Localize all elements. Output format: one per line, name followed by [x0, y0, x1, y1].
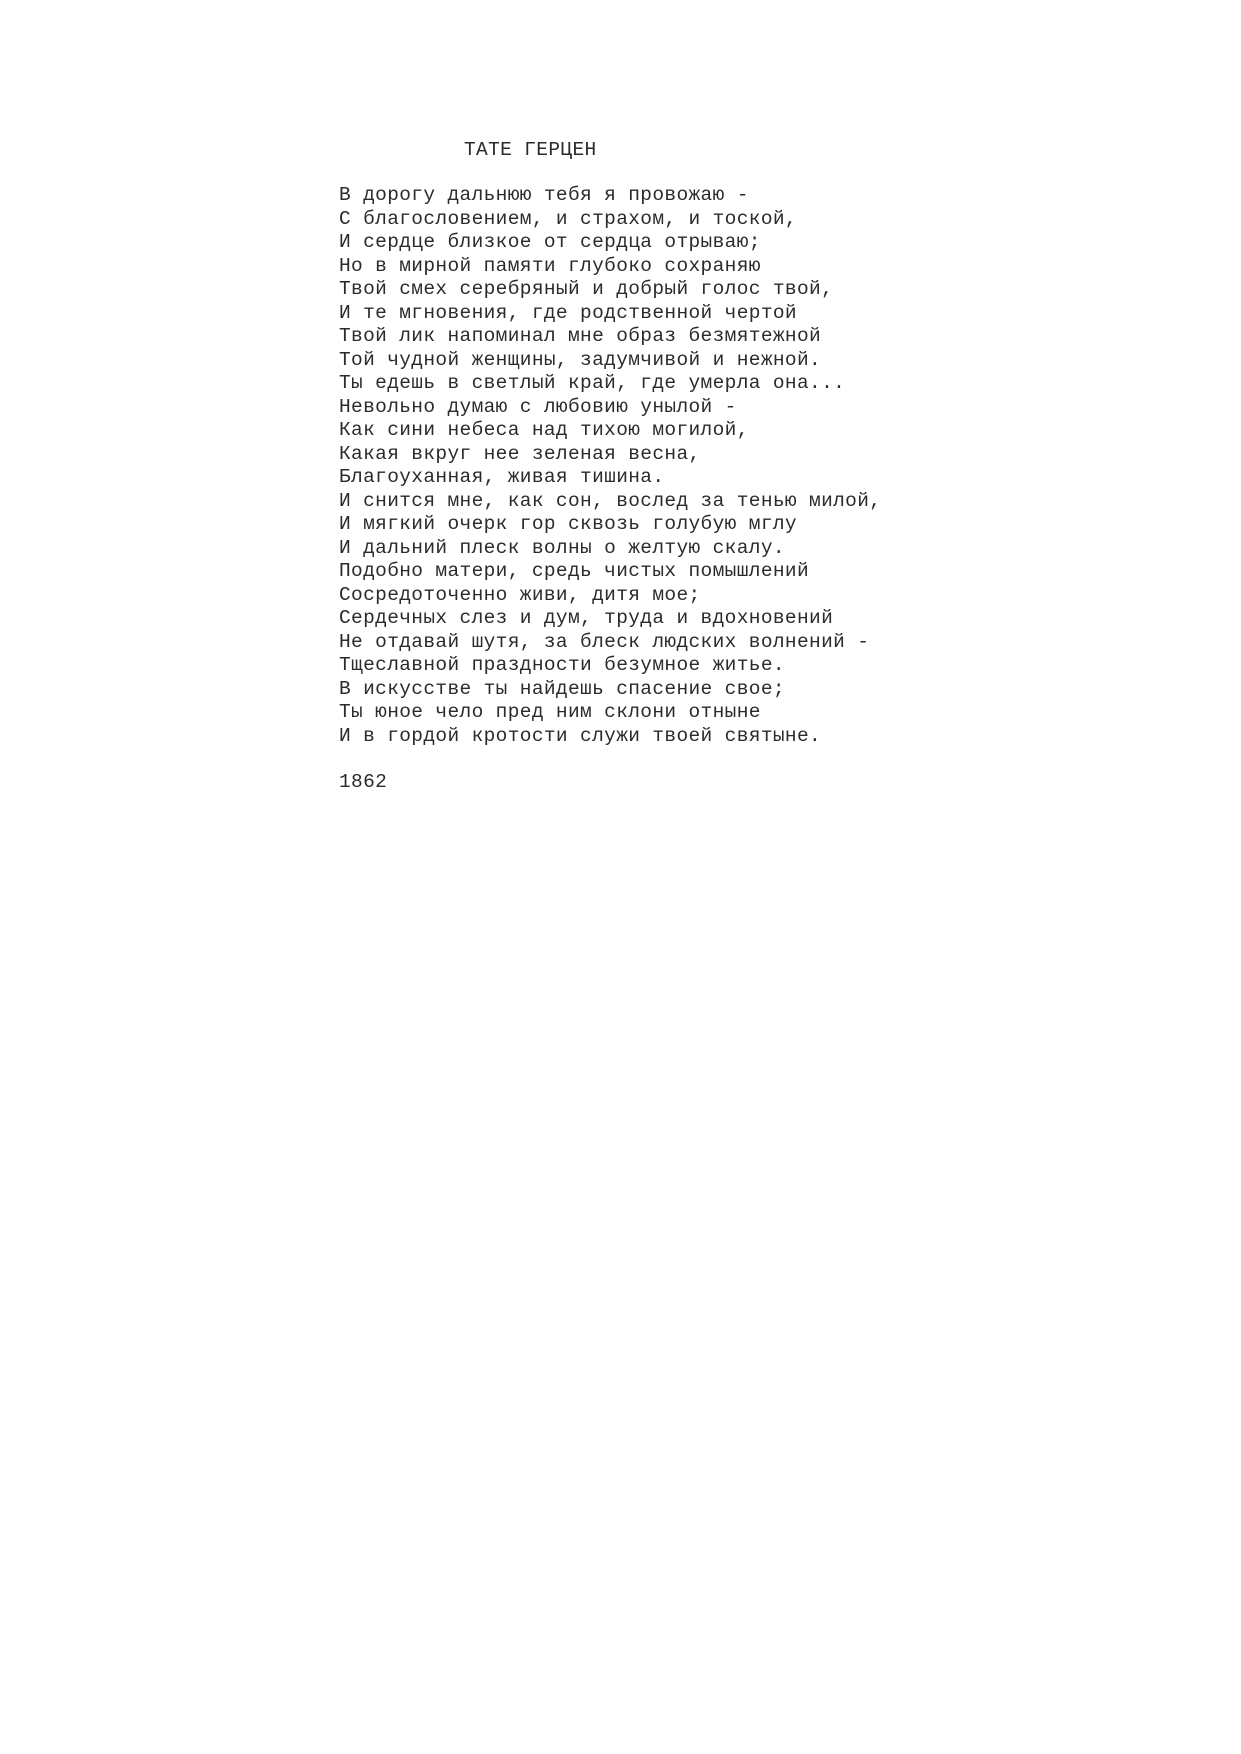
poem-line: Но в мирной памяти глубоко сохраняю — [339, 254, 761, 277]
poem-line: В дорогу дальнюю тебя я провожаю - — [339, 184, 749, 206]
poem-lines — [339, 184, 1219, 748]
poem-year: 1862 — [339, 771, 388, 793]
poem-line: И сердце близкое от сердца отрываю; — [339, 231, 761, 253]
poem-title: ТАТЕ ГЕРЦЕН — [464, 139, 597, 161]
poem-line: Подобно матери, средь чистых помышлений — [339, 560, 810, 582]
poem-line: Невольно думаю с любовию унылой - — [339, 395, 737, 418]
poem-line: Благоуханная, живая тишина. — [339, 466, 665, 488]
poem-line: И снится мне, как сон, вослед за тенью милой, — [339, 489, 882, 512]
poem-line: И в гордой кротости служи твоей святыне. — [339, 724, 822, 747]
poem-line: Ты едешь в светлый край, где умерла она... — [339, 372, 846, 394]
poem-line: Твой смех серебряный и добрый голос твой, — [339, 278, 834, 300]
poem-line: И те мгновения, где родственной чертой — [339, 301, 797, 324]
poem-line: В искусстве ты найдешь спасение свое; — [339, 677, 785, 700]
poem-line: С благословением, и страхом, и тоской, — [339, 207, 797, 230]
poem-line: Какая вкруг нее зеленая весна, — [339, 442, 701, 465]
poem-line: Сосредоточенно живи, дитя мое; — [339, 583, 701, 606]
poem-line: И дальний плеск волны о желтую скалу. — [339, 536, 785, 559]
poem-line: Как сини небеса над тихою могилой, — [339, 419, 749, 441]
poem-line: Той чудной женщины, задумчивой и нежной. — [339, 348, 822, 371]
poem-line: Ты юное чело пред ним склони отныне — [339, 701, 761, 723]
poem-line: Тщеславной праздности безумное житье. — [339, 654, 785, 676]
poem-line: Сердечных слез и дум, труда и вдохновений — [339, 607, 834, 629]
poem-line: И мягкий очерк гор сквозь голубую мглу — [339, 513, 797, 535]
poem-line: Не отдавай шутя, за блеск людских волнений - — [339, 630, 870, 653]
poem — [339, 138, 1219, 794]
poem-line: Твой лик напоминал мне образ безмятежной — [339, 325, 822, 347]
